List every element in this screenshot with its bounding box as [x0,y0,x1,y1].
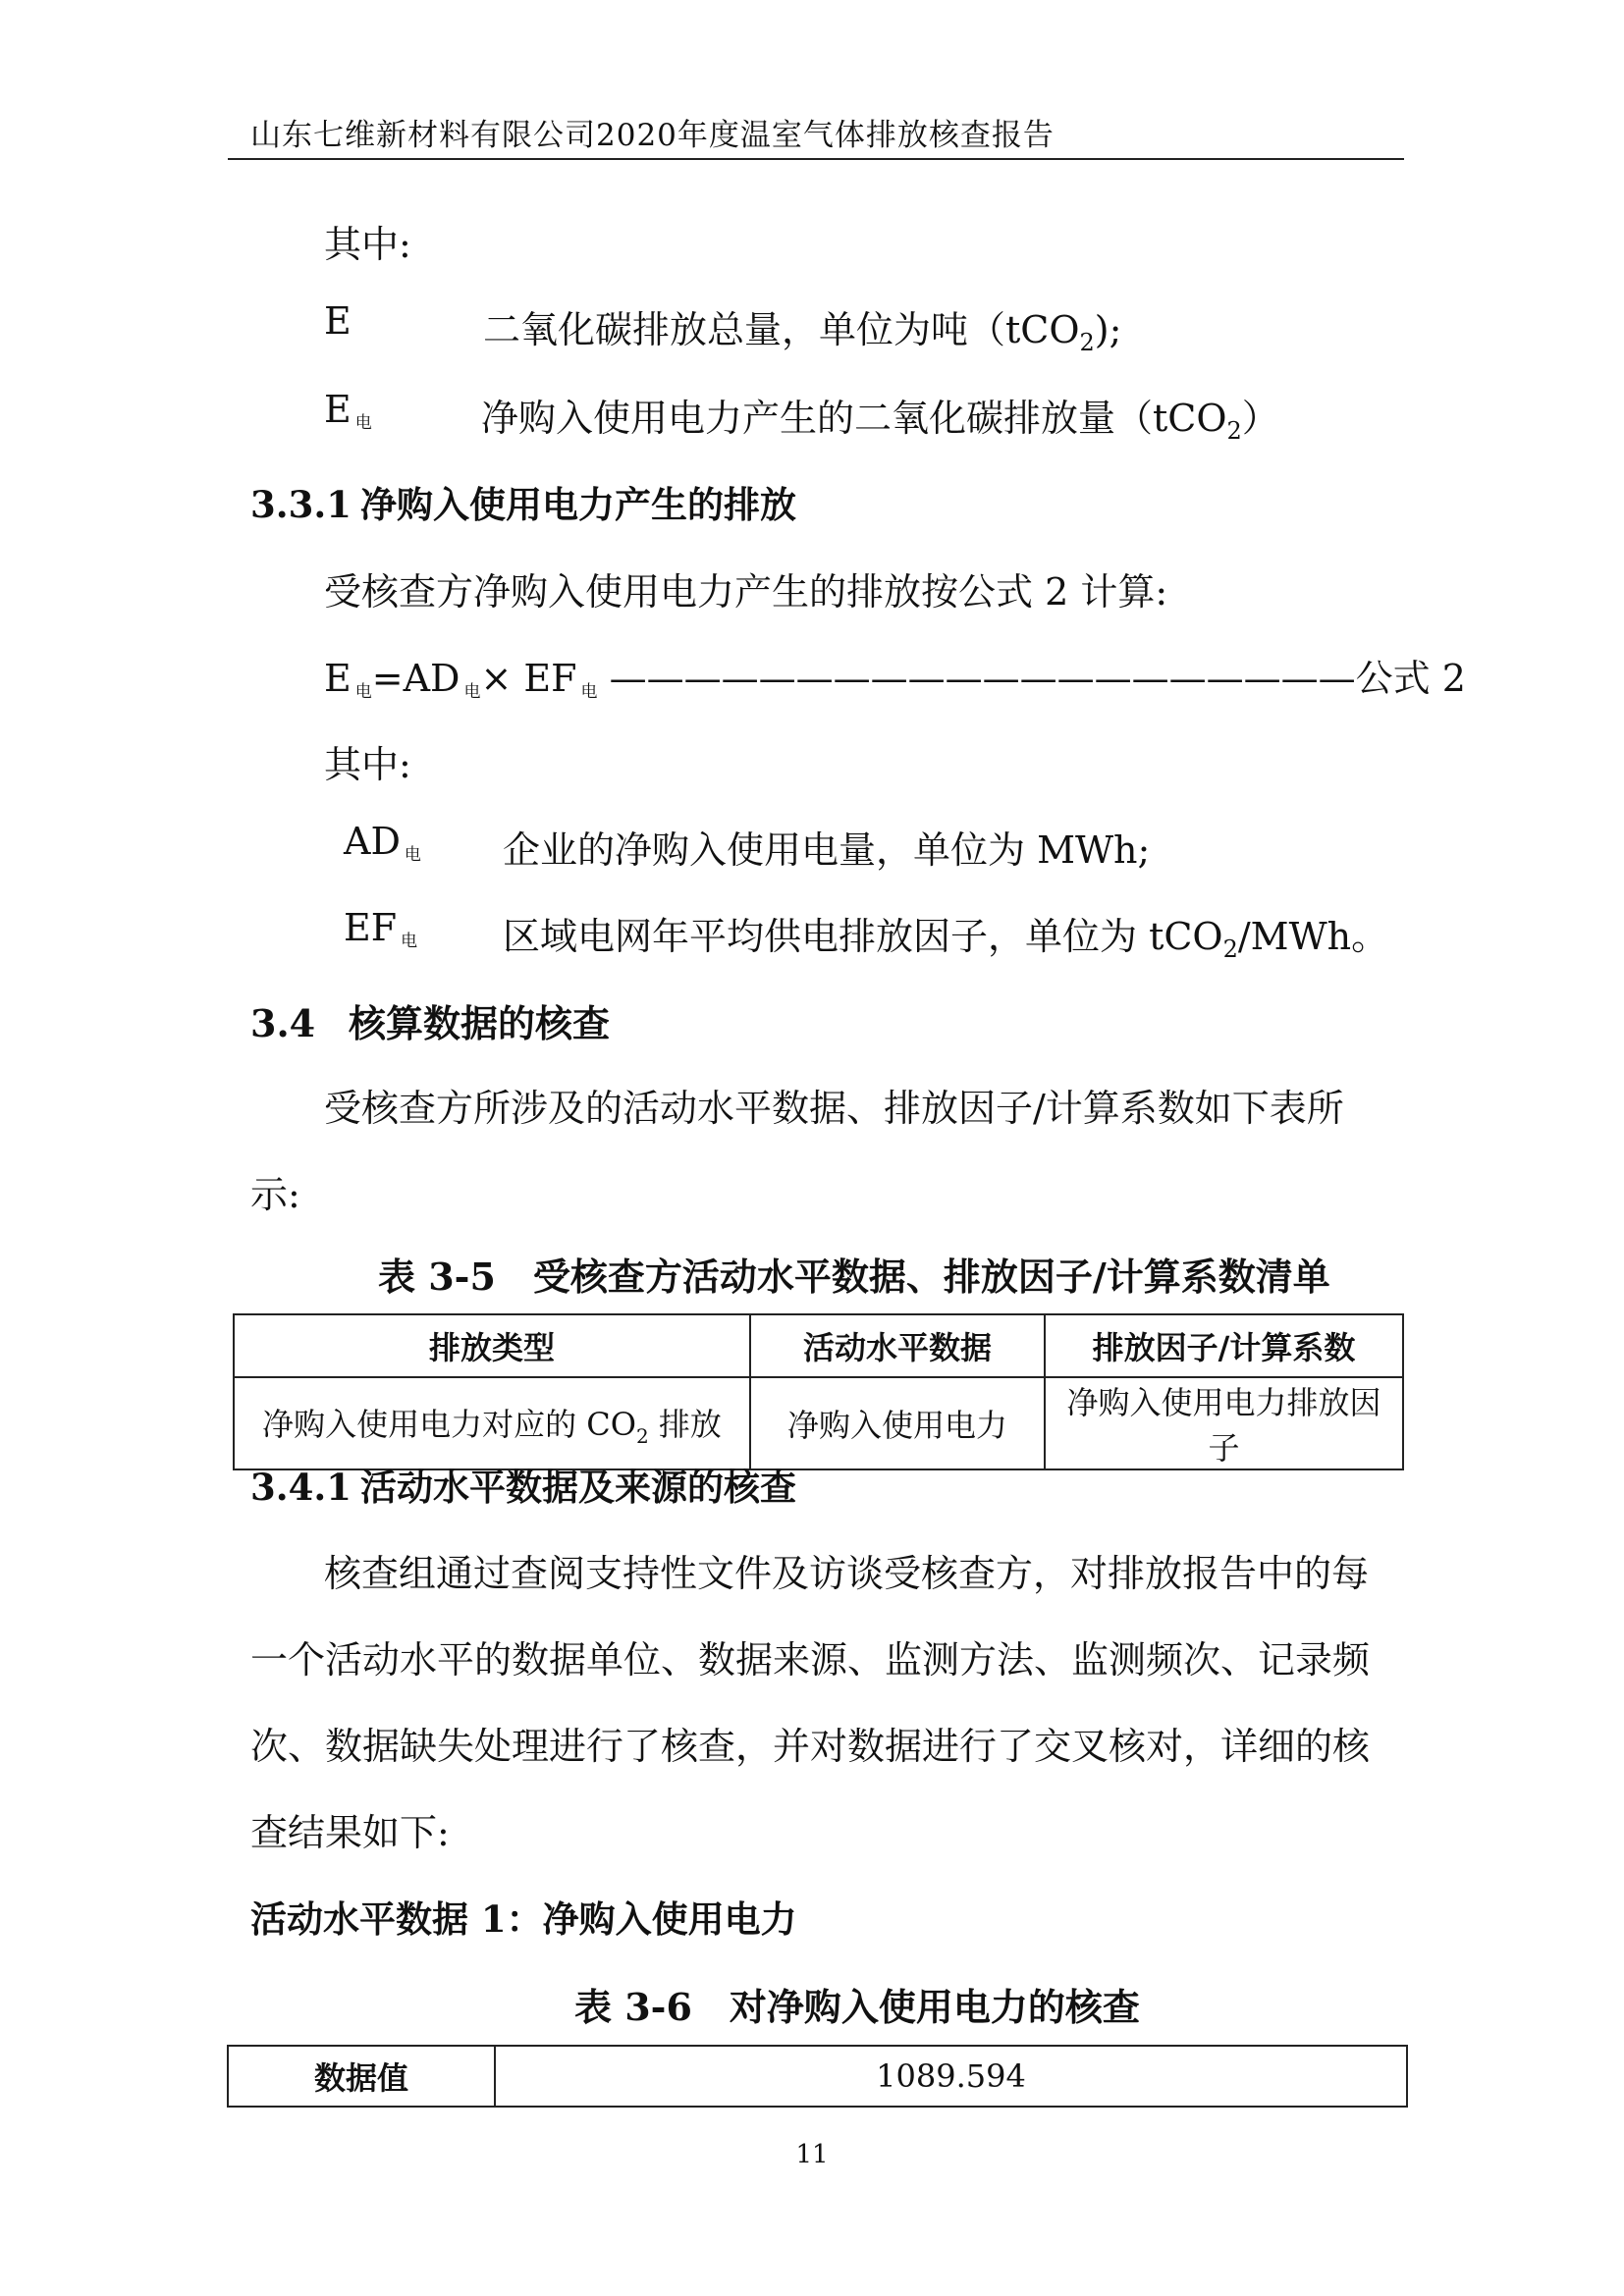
table-header-cell: 排放类型 [234,1314,750,1377]
table-3-5 [233,1313,1404,1470]
table-3-6 [227,2045,1408,2108]
symbol-e: E [324,299,352,343]
table-header-row [234,1314,1403,1377]
page-number: 11 [795,2140,829,2169]
table-cell: 净购入使用电力 [750,1377,1045,1469]
section-3-4-1-heading: 3.4.1 活动水平数据及来源的核查 [250,1466,796,1509]
section-3-4-1-line2: 一个活动水平的数据单位、数据来源、监测方法、监测频次、记录频 [250,1638,1371,1682]
section-3-4-heading: 3.4 核算数据的核查 [250,1001,611,1045]
section-3-4-1-line1: 核查组通过查阅支持性文件及访谈受核查方，对排放报告中的每 [324,1552,1370,1595]
table-3-5-caption: 表 3-5 受核查方活动水平数据、排放因子/计算系数清单 [378,1255,1330,1299]
e-definition: 二氧化碳排放总量，单位为吨（tCO$_2$); [483,308,1122,356]
section-3-3-1-heading: 3.3.1 净购入使用电力产生的排放 [250,483,796,526]
symbol-ef-dian: EF $_电$ [344,906,418,951]
header-rule [228,158,1404,160]
formula-2: E $_电$=AD $_电$× EF $_电$ ————————————————————公式 2 [324,657,1466,702]
formula-dashes: ———————————————————— [609,657,1356,700]
table-3-6-caption: 表 3-6 对净购入使用电力的核查 [574,1985,1140,2029]
symbol-e-dian: E $_电$ [324,388,372,433]
section-3-4-para-line2: 示: [250,1173,300,1216]
formula-label: 公式 2 [1355,657,1466,700]
qizhong-label-1: 其中: [324,223,411,266]
e-dian-definition: 净购入使用电力产生的二氧化碳排放量（tCO$_2$） [481,397,1279,445]
section-3-3-1-intro: 受核查方净购入使用电力产生的排放按公式 2 计算: [324,570,1168,614]
ef-dian-definition: 区域电网年平均供电排放因子，单位为 tCO$_2$/MWh。 [503,915,1389,963]
table-header-cell: 排放因子/计算系数 [1045,1314,1403,1377]
table-label-cell: 数据值 [228,2046,495,2107]
section-3-4-1-line3: 次、数据缺失处理进行了核查，并对数据进行了交叉核对，详细的核 [250,1725,1371,1768]
table-row [228,2046,1407,2107]
table-cell: 净购入使用电力排放因子 [1045,1377,1403,1469]
section-3-4-1-line4: 查结果如下: [250,1811,450,1854]
table-value-cell: 1089.594 [495,2046,1407,2107]
symbol-ad-dian: AD $_电$ [344,820,421,865]
table-cell: 净购入使用电力对应的 $CO_2$ 排放 [234,1377,750,1469]
qizhong-label-2: 其中: [324,743,411,786]
ad-dian-definition: 企业的净购入使用电量，单位为 MWh; [503,828,1151,872]
table-row [234,1377,1403,1469]
section-3-4-para-line1: 受核查方所涉及的活动水平数据、排放因子/计算系数如下表所 [324,1087,1344,1130]
activity-data-1-heading: 活动水平数据 1：净购入使用电力 [250,1897,797,1941]
page-header: 山东七维新材料有限公司2020年度温室气体排放核查报告 [250,118,1055,153]
table-header-cell: 活动水平数据 [750,1314,1045,1377]
